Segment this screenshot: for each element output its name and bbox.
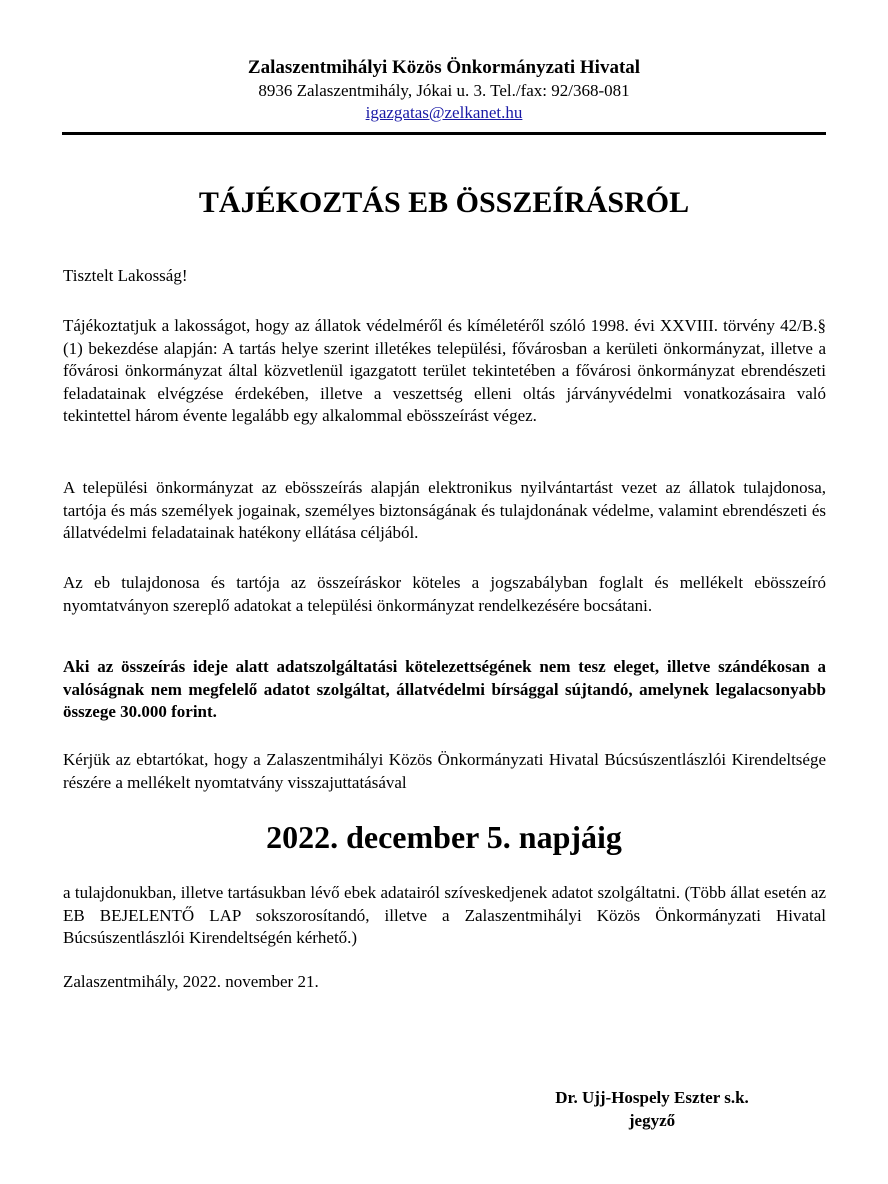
place-and-date: Zalaszentmihály, 2022. november 21.	[63, 972, 319, 991]
header-divider	[62, 132, 826, 135]
signatory-name: Dr. Ujj-Hospely Eszter s.k.	[555, 1088, 749, 1107]
paragraph-request: Kérjük az ebtartókat, hogy a Zalaszentmihályi Közös Önkormányzati Hivatal Búcsúszentlászlói Kirendeltsége részére a mellékelt nyomtatvány visszajuttatásával	[63, 750, 826, 792]
paragraph-obligation: Az eb tulajdonosa és tartója az összeíráskor köteles a jogszabályban foglalt és mellékelt ebösszeíró nyomtatványon szereplő adatokat a települési önkormányzat rendelkezésére bocsátani.	[63, 573, 826, 615]
signature-block	[530, 1086, 774, 1132]
email-link[interactable]: igazgatas@zelkanet.hu	[365, 103, 523, 122]
paragraph-penalty: Aki az összeírás ideje alatt adatszolgáltatási kötelezettségének nem tesz eleget, illetve szándékosan a valóságnak nem megfelelő adatot szolgáltat, állatvédelmi bírsággal sújtandó, amelynek legalacsonyabb összege 30.000 forint.	[63, 657, 826, 722]
paragraph-data-submission: a tulajdonukban, illetve tartásukban lévő ebek adatairól szíveskedjenek adatot szolgáltatni. (Több állat esetén az EB BEJELENTŐ LAP sokszorosítandó, illetve a Zalaszentmihályi Közös Önkormányzati Hivatal Búcsúszentlászlói Kirendeltségén kérhető.)	[63, 883, 826, 948]
signatory-role: jegyző	[628, 1111, 676, 1130]
paragraph-law-reference: Tájékoztatjuk a lakosságot, hogy az állatok védelméről és kíméletéről szóló 1998. évi XXVIII. törvény 42/B.§ (1) bekezdése alapján: A tartás helye szerint illetékes települési, fővárosban a kerületi önkormányzat, illetve a fővárosi önkormányzat által közvetlenül igazgatott terület tekintetében a fővárosi önkormányzat ebrendészeti feladatainak elvégzése érdekében, illetve a veszettség elleni oltás járványvédelmi vonatkozásaira való tekintettel három évente legalább egy alkalommal ebösszeírást végez.	[63, 316, 826, 426]
paragraph-registry: A települési önkormányzat az ebösszeírás alapján elektronikus nyilvántartást vezet az állatok tulajdonosa, tartója és más személyek jogainak, személyes biztonságának és tulajdonának védelme, valamint ebrendészeti és állatvédelmi feladatainak hatékony ellátása céljából.	[63, 478, 826, 543]
deadline-date: 2022. december 5. napjáig	[266, 819, 622, 855]
organization-address: 8936 Zalaszentmihály, Jókai u. 3. Tel./fax: 92/368-081	[258, 81, 630, 100]
letterhead	[0, 55, 888, 124]
salutation: Tisztelt Lakosság!	[63, 266, 188, 285]
organization-name: Zalaszentmihályi Közös Önkormányzati Hivatal	[247, 57, 641, 78]
document-title: TÁJÉKOZTÁS EB ÖSSZEÍRÁSRÓL	[198, 186, 690, 219]
